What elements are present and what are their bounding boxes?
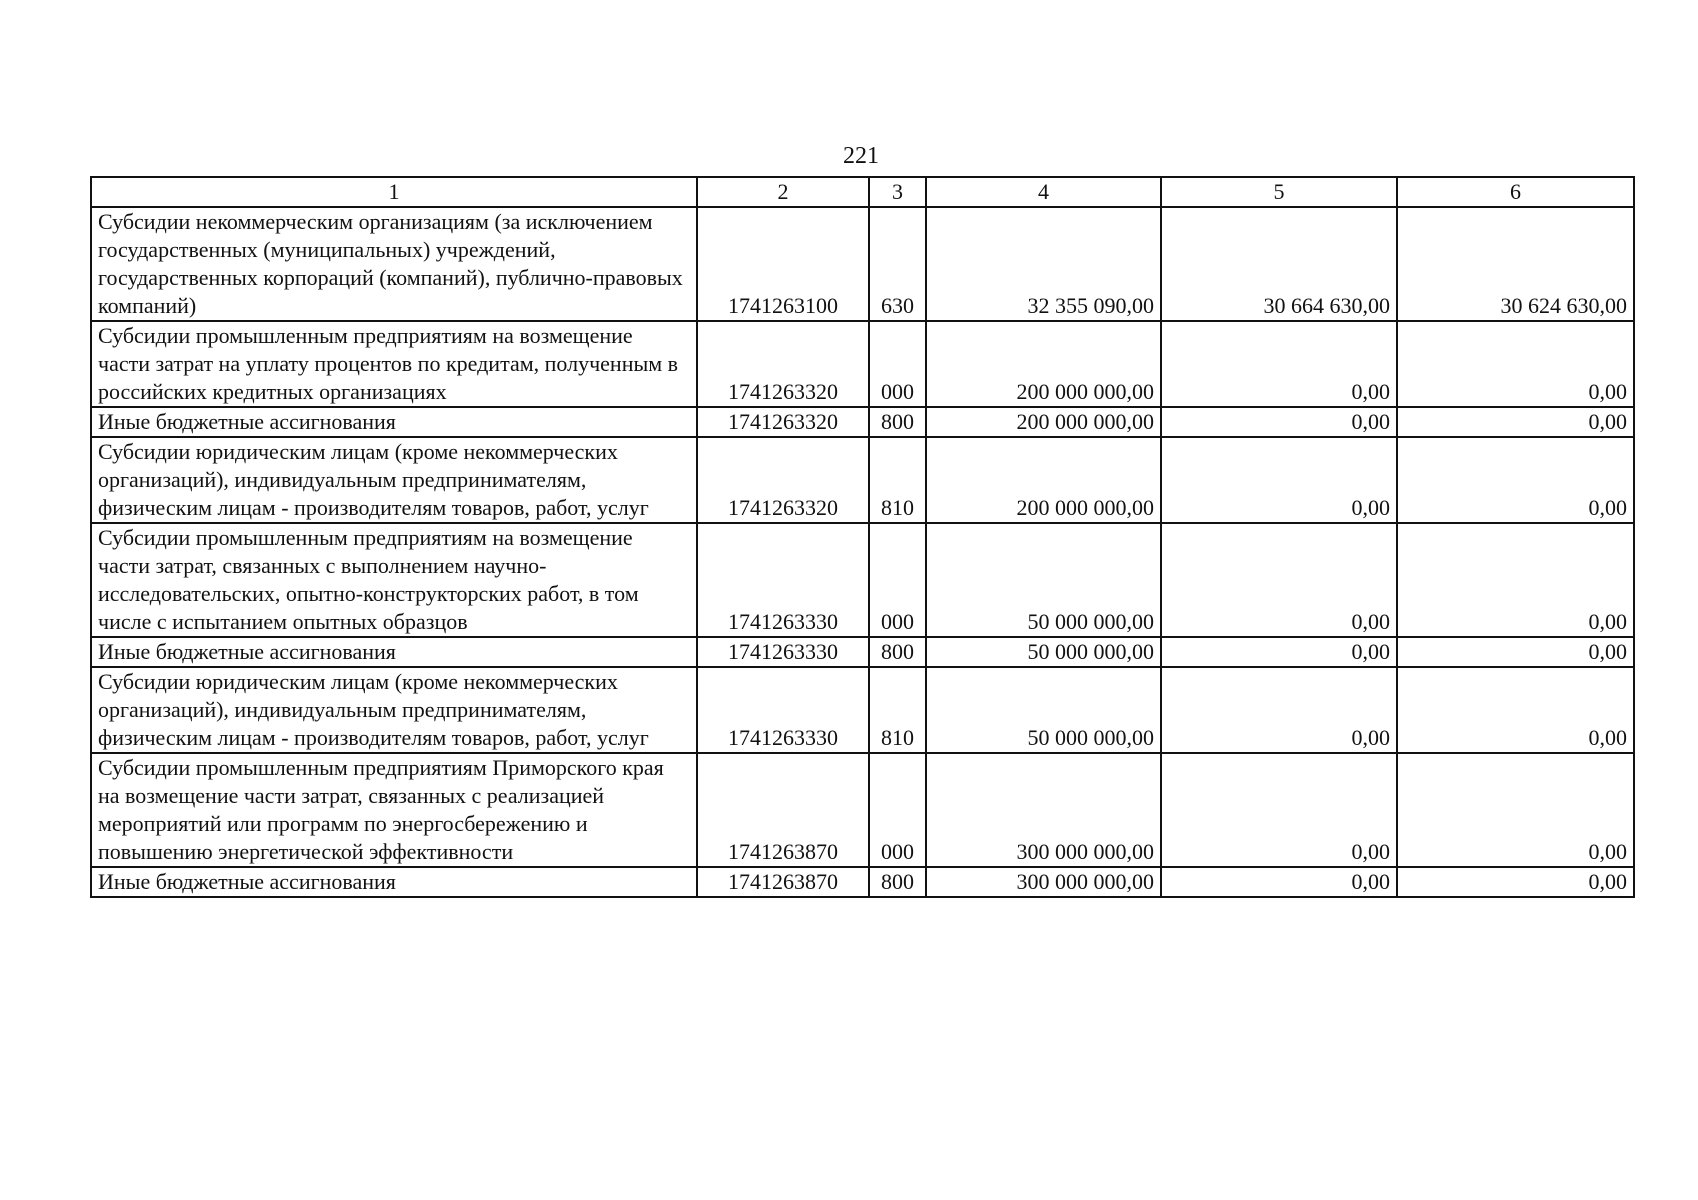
row-amount-col4: 50 000 000,00 [926, 667, 1161, 753]
column-header-1: 1 [91, 177, 697, 207]
row-amount-col4: 300 000 000,00 [926, 867, 1161, 897]
row-amount-col5: 0,00 [1161, 407, 1397, 437]
row-expense-type: 810 [869, 437, 926, 523]
row-target-code: 1741263100 [697, 207, 869, 321]
row-amount-col6: 0,00 [1397, 637, 1634, 667]
row-name: Субсидии юридическим лицам (кроме некоммерческих организаций), индивидуальным предпринимателям, физическим лицам - производителям товаров, работ, услуг [91, 437, 697, 523]
row-amount-col6: 0,00 [1397, 407, 1634, 437]
row-amount-col5: 0,00 [1161, 637, 1397, 667]
row-expense-type: 000 [869, 523, 926, 637]
row-name: Иные бюджетные ассигнования [91, 637, 697, 667]
row-amount-col5: 30 664 630,00 [1161, 207, 1397, 321]
column-header-2: 2 [697, 177, 869, 207]
table-row [91, 637, 1634, 667]
row-amount-col4: 50 000 000,00 [926, 637, 1161, 667]
row-expense-type: 810 [869, 667, 926, 753]
row-target-code: 1741263320 [697, 407, 869, 437]
row-amount-col6: 0,00 [1397, 667, 1634, 753]
row-name: Субсидии промышленным предприятиям на возмещение части затрат, связанных с выполнением научно-исследовательских, опытно-конструкторских работ, в том числе с испытанием опытных образцов [91, 523, 697, 637]
row-amount-col5: 0,00 [1161, 667, 1397, 753]
row-amount-col4: 50 000 000,00 [926, 523, 1161, 637]
row-amount-col5: 0,00 [1161, 523, 1397, 637]
row-name: Субсидии юридическим лицам (кроме некоммерческих организаций), индивидуальным предпринимателям, физическим лицам - производителям товаров, работ, услуг [91, 667, 697, 753]
row-target-code: 1741263330 [697, 637, 869, 667]
column-header-4: 4 [926, 177, 1161, 207]
row-amount-col4: 32 355 090,00 [926, 207, 1161, 321]
table-row [91, 753, 1634, 867]
table-row [91, 437, 1634, 523]
row-amount-col6: 0,00 [1397, 867, 1634, 897]
row-expense-type: 800 [869, 637, 926, 667]
row-expense-type: 630 [869, 207, 926, 321]
table-row [91, 207, 1634, 321]
row-amount-col4: 200 000 000,00 [926, 407, 1161, 437]
row-expense-type: 000 [869, 753, 926, 867]
row-amount-col6: 30 624 630,00 [1397, 207, 1634, 321]
row-expense-type: 800 [869, 407, 926, 437]
row-name: Иные бюджетные ассигнования [91, 407, 697, 437]
table-body [91, 207, 1634, 897]
row-amount-col6: 0,00 [1397, 437, 1634, 523]
row-amount-col4: 300 000 000,00 [926, 753, 1161, 867]
row-name: Субсидии некоммерческим организациям (за исключением государственных (муниципальных) учреждений, государственных корпораций (компаний), публично-правовых компаний) [91, 207, 697, 321]
row-target-code: 1741263870 [697, 753, 869, 867]
row-amount-col6: 0,00 [1397, 523, 1634, 637]
budget-table [90, 176, 1635, 898]
row-amount-col5: 0,00 [1161, 437, 1397, 523]
row-target-code: 1741263320 [697, 321, 869, 407]
table-row [91, 407, 1634, 437]
page-number: 221 [843, 143, 879, 169]
row-target-code: 1741263330 [697, 523, 869, 637]
row-name: Иные бюджетные ассигнования [91, 867, 697, 897]
table-row [91, 867, 1634, 897]
table-row [91, 667, 1634, 753]
row-amount-col5: 0,00 [1161, 321, 1397, 407]
row-expense-type: 000 [869, 321, 926, 407]
table-header [91, 177, 1634, 207]
row-expense-type: 800 [869, 867, 926, 897]
row-target-code: 1741263330 [697, 667, 869, 753]
row-name: Субсидии промышленным предприятиям на возмещение части затрат на уплату процентов по кредитам, полученным в российских кредитных организациях [91, 321, 697, 407]
table-row [91, 523, 1634, 637]
row-name: Субсидии промышленным предприятиям Приморского края на возмещение части затрат, связанных с реализацией мероприятий или программ по энергосбережению и повышению энергетической эффективности [91, 753, 697, 867]
row-amount-col4: 200 000 000,00 [926, 437, 1161, 523]
header-row [91, 177, 1634, 207]
column-header-3: 3 [869, 177, 926, 207]
row-target-code: 1741263320 [697, 437, 869, 523]
row-amount-col5: 0,00 [1161, 867, 1397, 897]
column-header-5: 5 [1161, 177, 1397, 207]
row-amount-col6: 0,00 [1397, 753, 1634, 867]
row-target-code: 1741263870 [697, 867, 869, 897]
row-amount-col6: 0,00 [1397, 321, 1634, 407]
row-amount-col4: 200 000 000,00 [926, 321, 1161, 407]
column-header-6: 6 [1397, 177, 1634, 207]
row-amount-col5: 0,00 [1161, 753, 1397, 867]
table-row [91, 321, 1634, 407]
